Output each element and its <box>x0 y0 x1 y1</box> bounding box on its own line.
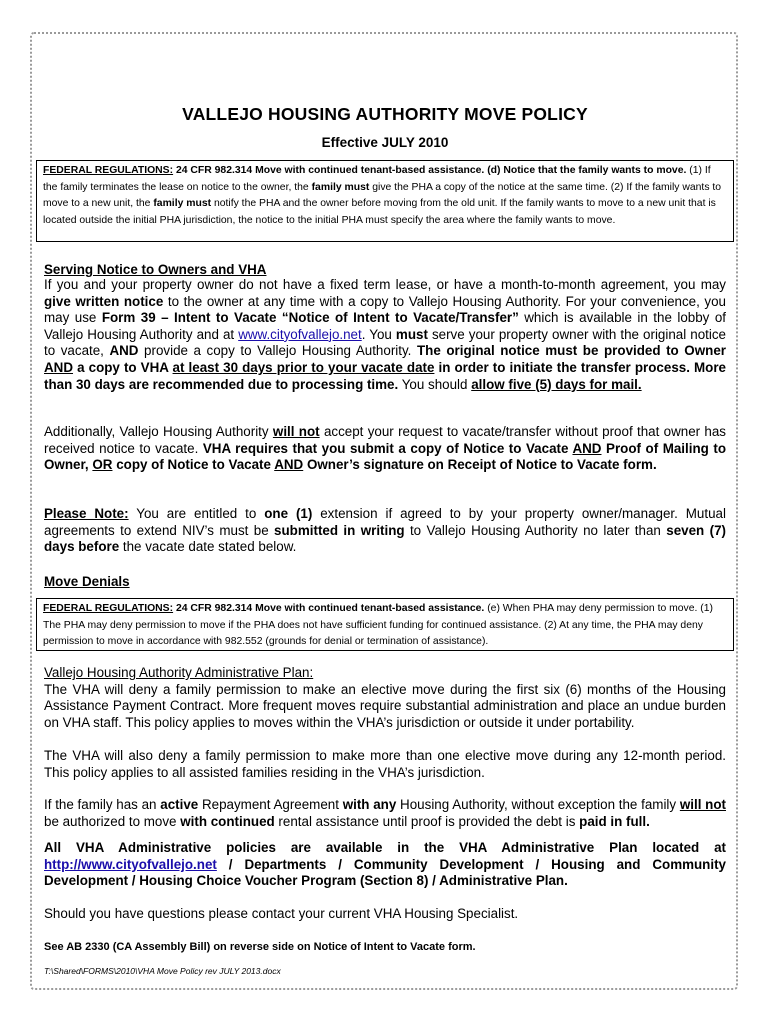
please-note-paragraph <box>44 506 726 556</box>
text: AND <box>572 440 602 456</box>
text: submitted in writing <box>274 522 405 538</box>
text: serve your property owner with the original notice to vacate, <box>44 326 726 359</box>
text: Repayment Agreement <box>198 797 343 812</box>
text: will not <box>272 424 320 439</box>
reg-text: notify the PHA and the owner before moving from the old unit. If the family wants to move to a new unit that is located outside the initial PHA jurisdiction, the notice to the initial PHA must specify the area where the family wants to move. <box>43 198 716 226</box>
text: copy of Notice to Vacate <box>112 457 275 473</box>
questions-paragraph: Should you have questions please contact your current VHA Housing Specialist. <box>44 906 519 921</box>
text: Please Note: <box>44 506 129 521</box>
text: at least 30 days prior to your vacate date <box>172 359 435 375</box>
policies-paragraph <box>44 840 726 890</box>
text: to Vallejo Housing Authority no later than <box>404 522 667 538</box>
text: AND <box>274 457 304 473</box>
text: with continued <box>180 813 275 829</box>
text: extension if agreed to by your property owner/manager. Mutual agreements to extend NIV’s must be <box>44 506 726 538</box>
reg-citation: 24 CFR 982.314 Move with continued tenant-based assistance. (d) Notice that the family wants to move. <box>173 165 687 176</box>
text: paid in full. <box>579 813 650 829</box>
text: accept your request to vacate/transfer without proof that owner has received notice to vacate. <box>44 424 727 456</box>
text: provide a copy to Vallejo Housing Authority. <box>138 343 417 359</box>
serving-notice-section <box>44 262 726 393</box>
text: be authorized to move <box>44 813 181 829</box>
admin-plan-heading: Vallejo Housing Authority Administrative Plan: <box>44 665 314 680</box>
text: which is available in the lobby of Vallejo Housing Authority and at <box>44 310 726 342</box>
text: All VHA Administrative policies are available in the VHA Administrative Plan located at <box>44 840 726 855</box>
text: rental assistance until proof is provided the debt is <box>274 813 580 829</box>
text: to the owner at any time with a copy to Vallejo Housing Authority. For your convenience, you may use <box>44 293 727 326</box>
admin-plan-link[interactable]: http://www.cityofvallejo.net <box>44 856 217 872</box>
text: If the family has an <box>44 797 161 812</box>
reg-text: (e) When PHA may deny permission to move. (1) The PHA may deny permission to move if the PHA does not have sufficient funding for continued assistance. (2) At any time, the PHA may deny permission to move in accordance with 982.552 (grounds for denial or termination of assistance). <box>43 603 714 648</box>
text: will not <box>679 797 726 812</box>
text: with any <box>342 797 397 812</box>
text: You should <box>398 376 472 392</box>
reg-emphasis: family must <box>153 198 212 210</box>
ab-2330-note: See AB 2330 (CA Assembly Bill) on reverse side on Notice of Intent to Vacate form. <box>44 941 476 953</box>
text: AND <box>44 359 74 375</box>
text: Owner’s signature on Receipt of Notice to Vacate form. <box>303 457 657 473</box>
text: If you and your property owner do not have a fixed term lease, or have a month-to-month agreement, you may <box>44 277 726 292</box>
text: the vacate date stated below. <box>119 539 297 555</box>
text: The original notice must be provided to Owner <box>416 343 726 359</box>
text: seven (7) days before <box>44 522 726 555</box>
text: active <box>160 797 199 812</box>
text: VHA requires that you submit a copy of Notice to Vacate <box>202 440 573 456</box>
text: one (1) <box>264 506 313 521</box>
text: . You <box>361 326 396 342</box>
website-link[interactable]: www.cityofvallejo.net <box>238 326 362 342</box>
admin-plan-paragraph-2: The VHA will also deny a family permission to make more than one elective move during any 12-month period. This policy applies to all assisted families residing in the VHA’s jurisdiction. <box>44 748 726 780</box>
text: give written notice <box>44 293 164 309</box>
text: AND <box>109 343 139 359</box>
reg-text: (1) If the family terminates the lease on notice to the owner, the <box>43 165 711 193</box>
text: You are entitled to <box>128 506 265 521</box>
text: OR <box>92 457 113 473</box>
text: Form 39 – Intent to Vacate “Notice of Intent to Vacate/Transfer” <box>101 310 519 326</box>
federal-regulations-box-denial <box>36 598 734 651</box>
additionally-paragraph <box>44 424 726 474</box>
text: Additionally, Vallejo Housing Authority <box>44 424 273 439</box>
file-path: T:\Shared\FORMS\2010\VHA Move Policy rev JULY 2013.docx <box>44 966 281 976</box>
effective-date: Effective JULY 2010 <box>321 135 449 150</box>
text: in order to initiate the transfer process. More than 30 days are recommended due to processing time. <box>44 359 727 392</box>
serving-notice-paragraph <box>44 277 726 393</box>
reg-text: give the PHA a copy of the notice at the same time. (2) If the family wants to move to a new unit, the <box>43 181 722 210</box>
move-denials-heading: Move Denials <box>44 574 130 589</box>
page-title: VALLEJO HOUSING AUTHORITY MOVE POLICY <box>182 104 588 124</box>
text: Proof of Mailing to Owner, <box>44 440 726 473</box>
reg-citation: 24 CFR 982.314 Move with continued tenant-based assistance. <box>173 603 485 614</box>
serving-notice-heading: Serving Notice to Owners and VHA <box>44 262 267 277</box>
text: a copy to VHA <box>73 359 173 375</box>
reg-label: FEDERAL REGULATIONS: <box>43 603 174 614</box>
reg-label: FEDERAL REGULATIONS: <box>43 165 174 176</box>
reg-emphasis: family must <box>311 181 370 193</box>
federal-regulations-box-notice <box>36 160 734 242</box>
text: allow five (5) days for mail. <box>471 376 642 392</box>
admin-plan-paragraph-1: The VHA will deny a family permission to make an elective move during the first six (6) months of the Housing Assistance Payment Contract. More frequent moves require substantial administration and place an undue burden on VHA staff. This policy applies to moves within the VHA’s jurisdiction or outside it under portability. <box>44 681 726 730</box>
admin-plan-section <box>44 665 726 731</box>
text: must <box>395 326 428 342</box>
text: Housing Authority, without exception the family <box>396 797 680 812</box>
repayment-paragraph <box>44 797 726 830</box>
text: / Departments / Community Development / Housing and Community Development / Housing Choice Voucher Program (Section 8) / Administrative Plan. <box>44 856 726 889</box>
